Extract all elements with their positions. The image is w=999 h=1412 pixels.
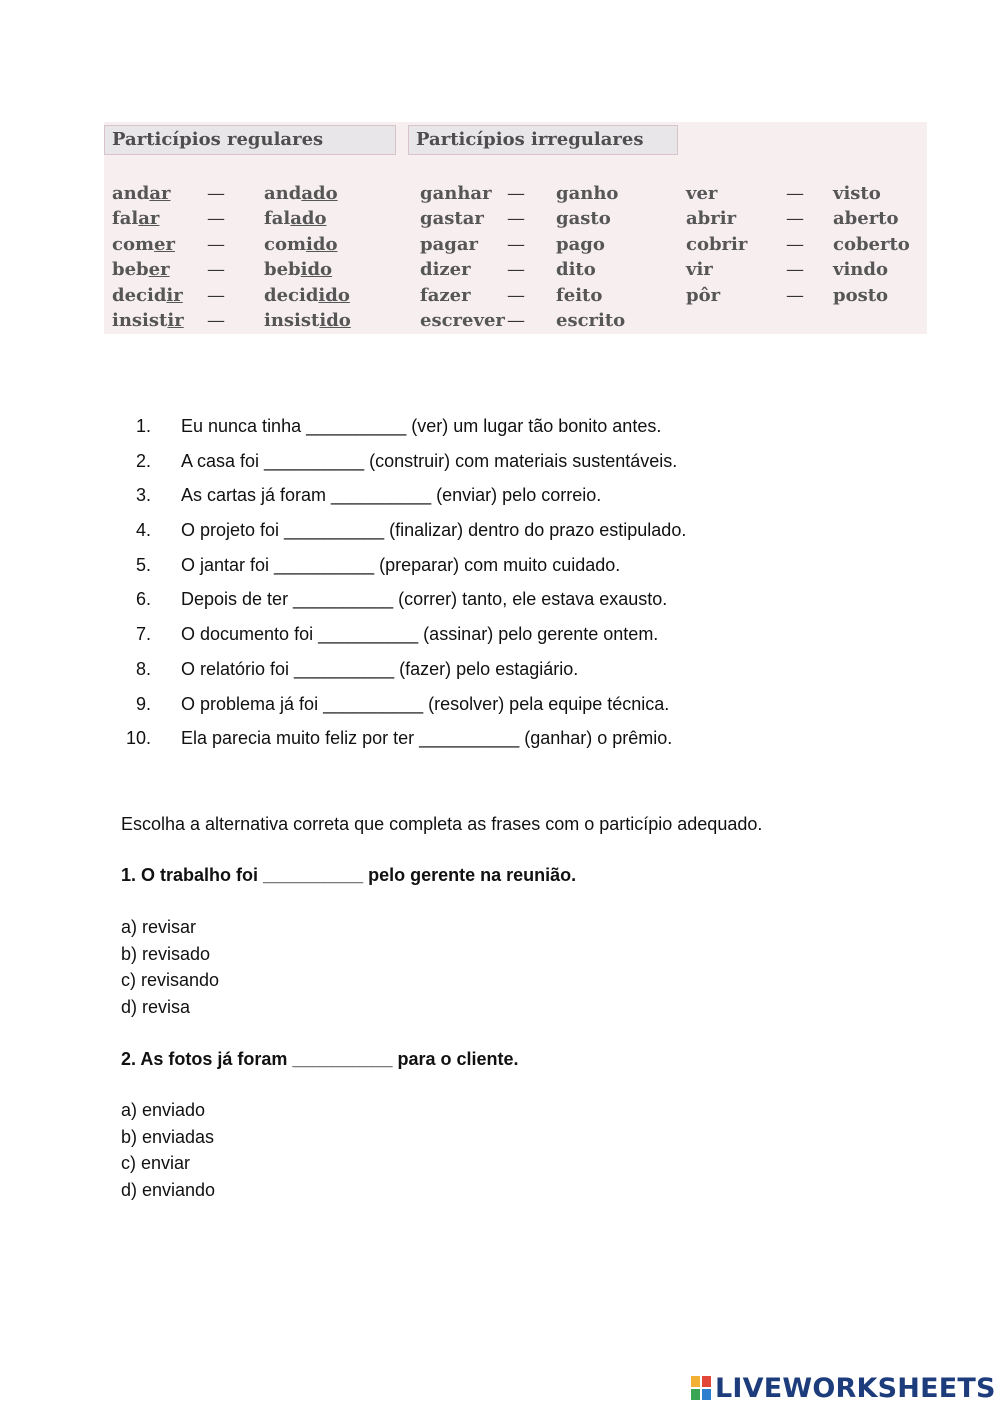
regular-participle-column [264,181,351,333]
question-1: 1. O trabalho foi __________ pelo gerente na reunião. [121,865,577,885]
list-item: 6. Depois de ter __________ (correr) tanto, ele estava exausto. [135,589,668,610]
list-item: 8. O relatório foi __________ (fazer) pelo estagiário. [135,658,579,679]
regular-infinitive: comer [112,233,175,255]
regular-participle: andado [264,183,338,204]
irregular-infinitive-column-2: ver abrir cobrir vir pôr [686,183,748,306]
question-1-option-c: c) revisando [121,970,220,990]
list-item: 10. Ela parecia muito feliz por ter __________ (ganhar) o prêmio. [125,728,673,749]
regular-infinitive: beber [112,259,170,281]
logo-square-red [702,1376,711,1387]
participles-table [104,122,927,334]
irregular-participle-column-1: ganho gasto pago dito feito escrito [556,183,626,331]
regular-dash-column: — — — — — — [207,183,225,331]
list-item: 1. Eu nunca tinha __________ (ver) um lugar tão bonito antes. [135,416,662,436]
irregular-participle-column-2: visto aberto coberto vindo posto [833,183,910,306]
list-item: 3. As cartas já foram __________ (enviar) pelo correio. [135,485,602,506]
liveworksheets-logo-icon [691,1376,711,1400]
instruction-text: Escolha a alternativa correta que completa as frases com o particípio adequado. [121,814,763,834]
question-1-option-b: b) revisado [121,944,211,964]
irregular-participles-header: Particípios irregulares [408,125,678,155]
irregular-dash-column-2: — — — — — [786,183,804,306]
list-item: 5. O jantar foi __________ (preparar) com muito cuidado. [135,554,621,575]
regular-participle: falado [264,208,327,230]
fill-in-exercise-list [0,412,999,759]
list-item: 2. A casa foi __________ (construir) com materiais sustentáveis. [135,450,678,471]
logo-square-blue [702,1389,711,1400]
regular-participle: bebido [264,259,333,281]
regular-infinitive-column [112,181,184,333]
list-item: 7. O documento foi __________ (assinar) pelo gerente ontem. [135,624,659,645]
question-1-option-d: d) revisa [121,997,191,1017]
logo-square-green [691,1389,700,1400]
regular-infinitive: decidir [112,284,183,306]
irregular-dash-column-1: — — — — — — [507,183,525,331]
logo-text: LIVEWORKSHEETS [715,1372,996,1404]
regular-infinitive: falar [112,208,160,230]
question-1-option-a: a) revisar [121,917,197,937]
regular-infinitive: andar [112,183,171,204]
list-item: 9. O problema já foi __________ (resolver) pela equipe técnica. [135,693,670,714]
question-2-option-d: d) enviando [121,1180,216,1200]
question-2: 2. As fotos já foram __________ para o cliente. [121,1049,519,1069]
question-2-option-b: b) enviadas [121,1127,215,1147]
logo-square-yellow [691,1376,700,1387]
regular-infinitive: insistir [112,309,184,331]
regular-participle: insistido [264,309,351,331]
regular-participle: comido [264,233,338,255]
irregular-infinitive-column-1: ganhar gastar pagar dizer fazer escrever [420,183,505,331]
regular-participles-header: Particípios regulares [104,125,396,155]
question-2-option-c: c) enviar [121,1153,191,1173]
liveworksheets-logo [691,1373,996,1403]
list-item: 4. O projeto foi __________ (finalizar) dentro do prazo estipulado. [135,520,687,541]
question-2-option-a: a) enviado [121,1100,206,1120]
regular-participle: decidido [264,284,350,306]
